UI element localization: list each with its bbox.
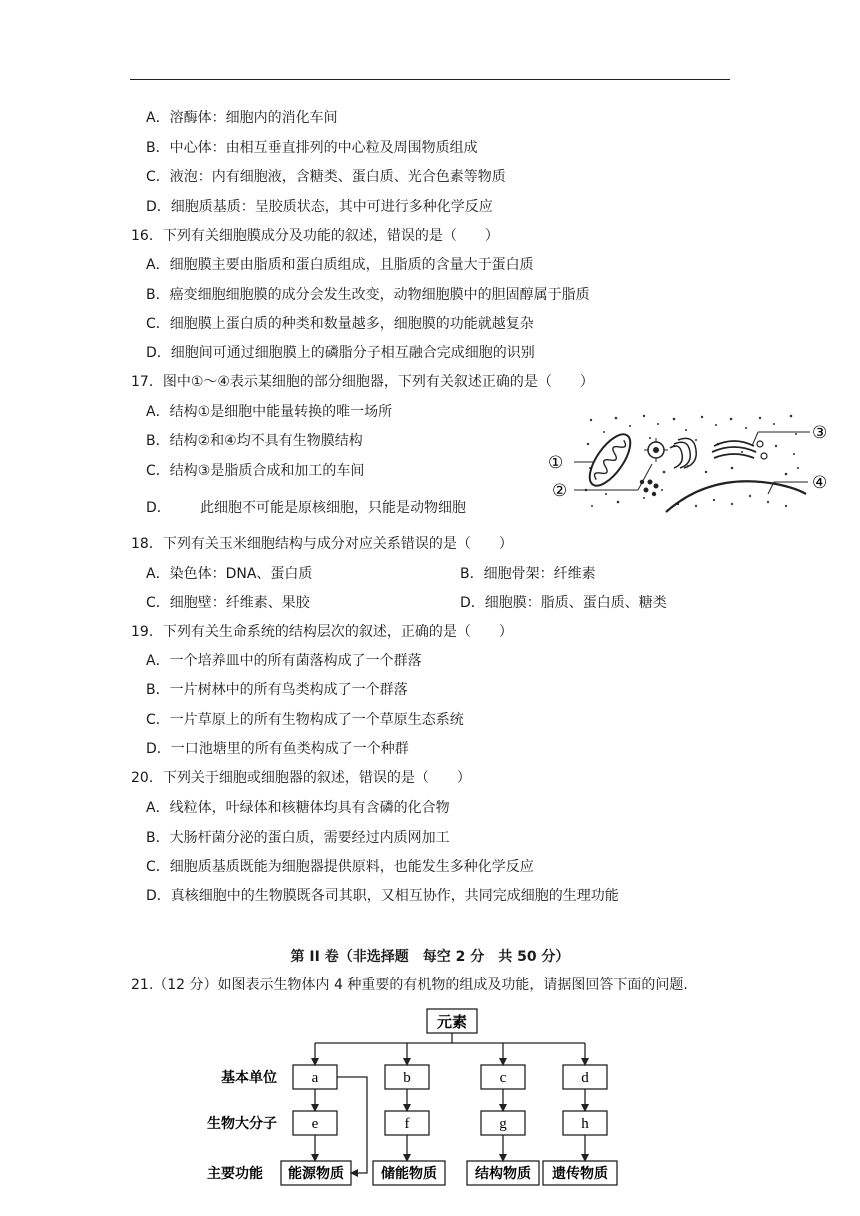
cell-organelle-figure [546,410,836,514]
macro-f: f [404,1116,410,1132]
q20-option-a: A．线粒体，叶绿体和核糖体均具有含磷的化合物 [146,800,450,816]
q18-option-b: B．细胞骨架：纤维素 [460,566,596,582]
q16-stem: 16．下列有关细胞膜成分及功能的叙述，错误的是（ ） [131,228,499,244]
q17-option-c: C．结构③是脂质合成和加工的车间 [146,463,365,479]
macro-e: e [311,1116,319,1132]
q18-option-c: C．细胞壁：纤维素、果胶 [146,595,310,611]
q15-option-a: A．溶酶体：细胞内的消化车间 [146,110,338,126]
unit-c: c [499,1070,507,1086]
macro-g: g [499,1116,507,1132]
q20-option-b: B．大肠杆菌分泌的蛋白质，需要经过内质网加工 [146,830,450,846]
q21-stem: 21.（12 分）如图表示生物体内 4 种重要的有机物的组成及功能，请据图回答下面的问题. [131,977,688,993]
q19-option-b: B．一片树林中的所有鸟类构成了一个群落 [146,682,408,698]
q19-option-d: D．一口池塘里的所有鱼类构成了一个种群 [146,741,409,757]
function-structure: 结构物质 [475,1166,531,1182]
organic-compounds-diagram [205,1005,625,1195]
figure-label-1: ① [548,453,564,473]
unit-a: a [311,1070,319,1086]
q15-option-b: B．中心体：由相互垂直排列的中心粒及周围物质组成 [146,140,478,156]
row-label-macro: 生物大分子 [207,1116,277,1132]
q16-option-d: D．细胞间可通过细胞膜上的磷脂分子相互融合完成细胞的识别 [146,345,535,361]
q15-option-c: C．液泡：内有细胞液，含糖类、蛋白质、光合色素等物质 [146,169,506,185]
q16-option-c: C．细胞膜上蛋白质的种类和数量越多，细胞膜的功能就越复杂 [146,316,534,332]
q20-option-d: D．真核细胞中的生物膜既各司其职，又相互协作，共同完成细胞的生理功能 [146,888,619,904]
figure-label-3: ③ [812,423,828,443]
q19-stem: 19．下列有关生命系统的结构层次的叙述，正确的是（ ） [131,624,513,640]
q19-option-a: A．一个培养皿中的所有菌落构成了一个群落 [146,653,422,669]
q17-option-a: A．结构①是细胞中能量转换的唯一场所 [146,404,393,420]
q18-option-d: D．细胞膜：脂质、蛋白质、糖类 [460,595,667,611]
q17-option-d-letter: D． [146,500,171,516]
q15-option-d: D．细胞质基质：呈胶质状态，其中可进行多种化学反应 [146,199,493,215]
unit-d: d [581,1070,589,1086]
q16-option-a: A．细胞膜主要由脂质和蛋白质组成，且脂质的含量大于蛋白质 [146,257,534,273]
unit-b: b [403,1070,411,1086]
q20-option-c: C．细胞质基质既能为细胞器提供原料，也能发生多种化学反应 [146,859,534,875]
row-label-unit: 基本单位 [221,1070,277,1086]
row-label-function: 主要功能 [207,1166,263,1182]
q18-stem: 18．下列有关玉米细胞结构与成分对应关系错误的是（ ） [131,536,513,552]
q19-option-c: C．一片草原上的所有生物构成了一个草原生态系统 [146,712,464,728]
q20-stem: 20．下列关于细胞或细胞器的叙述，错误的是（ ） [131,770,471,786]
elements-label: 元素 [436,1015,468,1031]
q16-option-b: B．癌变细胞细胞膜的成分会发生改变，动物细胞膜中的胆固醇属于脂质 [146,287,590,303]
function-energy: 能源物质 [288,1166,344,1182]
q17-option-b: B．结构②和④均不具有生物膜结构 [146,433,363,449]
q17-option-d-text: 此细胞不可能是原核细胞，只能是动物细胞 [200,500,466,516]
function-genetic: 遗传物质 [552,1166,608,1182]
figure-label-2: ② [552,481,568,501]
figure-label-4: ④ [812,473,828,493]
q17-stem: 17．图中①～④表示某细胞的部分细胞器，下列有关叙述正确的是（ ） [131,374,594,390]
q18-option-a: A．染色体：DNA、蛋白质 [146,566,313,582]
function-storage: 储能物质 [381,1166,437,1182]
section-title: 第 II 卷（非选择题 每空 2 分 共 50 分） [290,949,570,965]
header-rule [130,79,730,80]
macro-h: h [581,1116,589,1132]
